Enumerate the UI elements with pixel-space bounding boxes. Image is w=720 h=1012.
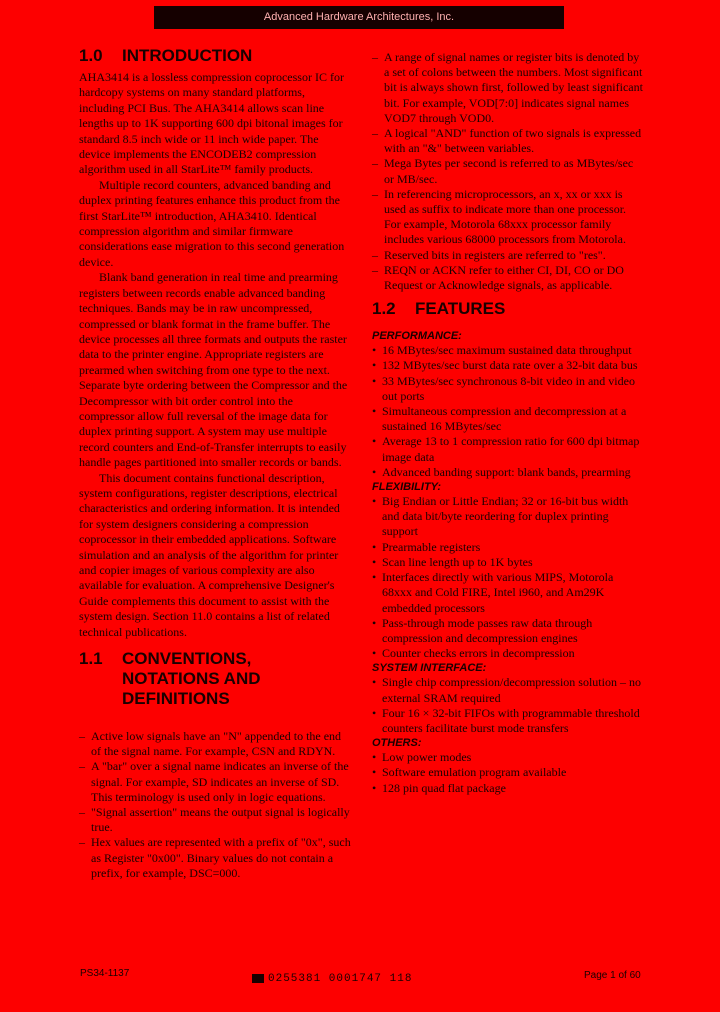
features-group-heading: SYSTEM INTERFACE: (372, 662, 487, 675)
list-item: • Pass-through mode passes raw data through compression and decompression engines (372, 616, 644, 646)
list-item: – In referencing microprocessors, an x, xx or xxx is used as suffix to indicate more than one processor. For example, Motorola 68xxx processor family includes various 68000 processors from Motorola. (372, 187, 644, 248)
intro-paragraph: Multiple record counters, advanced banding and duplex printing features enhance this product from the first StarLite™ introduction, AHA3410. Identical compression algorithm and similar firmware considerations ease migration to this second generation device. (79, 177, 345, 269)
features-group-heading: PERFORMANCE: (372, 330, 462, 343)
intro-title: INTRODUCTION (122, 46, 253, 65)
list-item: • 128 pin quad flat package (372, 781, 644, 796)
list-item: • Four 16 × 32-bit FIFOs with programmable threshold counters facilitate burst mode transfers (372, 706, 644, 736)
list-item: • 33 MBytes/sec synchronous 8-bit video in and video out ports (372, 374, 644, 404)
list-item: – A logical "AND" function of two signals is expressed with an "&" between variables. (372, 126, 644, 156)
conventions-number: 1.1 (79, 649, 103, 669)
features-number: 1.2 (372, 299, 396, 319)
conventions-list-continued (372, 50, 644, 293)
intro-paragraph: This document contains functional description, system configurations, register descriptions, electrical characteristics and ordering information. It is intended for system designers considering a compression coprocessor in their embedded applications. Software simulation and an analysis of the algorithm for printer and copier images of various complexity are also available for evaluation. A comprehensive Designer's Guide complements this document to assist with the system design. Section 11.0 contains a list of related technical publications. (79, 470, 340, 639)
features-group-heading: FLEXIBILITY: (372, 481, 442, 494)
list-item: • Big Endian or Little Endian; 32 or 16-bit bus width and data bit/byte reordering for duplex printing support (372, 494, 644, 540)
conventions-list (79, 729, 351, 881)
list-item: – Mega Bytes per second is referred to as MBytes/sec or MB/sec. (372, 156, 644, 186)
list-item: – Reserved bits in registers are referred to "res". (372, 248, 644, 263)
right-column (372, 50, 644, 796)
features-list-flexibility (372, 494, 644, 661)
features-list-system-interface (372, 675, 644, 736)
list-item: • 16 MBytes/sec maximum sustained data throughput (372, 343, 644, 358)
list-item: • Interfaces directly with various MIPS, Motorola 68xxx and Cold FIRE, Intel i960, and Am29K embedded processors (372, 570, 644, 616)
features-list-performance (372, 343, 644, 480)
list-item: – REQN or ACKN refer to either CI, DI, CO or DO Request or Acknowledge signals, as applicable. (372, 263, 644, 293)
footer-barcode (252, 973, 412, 985)
features-group-heading: OTHERS: (372, 737, 422, 750)
left-column (79, 46, 351, 881)
intro-paragraph: AHA3414 is a lossless compression coprocessor IC for hardcopy systems on many standard platforms, including PCI Bus. The AHA3414 allows scan line lengths up to 1K supporting 600 dpi bitonal images for standard 8.5 inch wide or 11 inch wide paper. The device implements the ENCODEB2 compression algorithm used in all StarLite™ family products. (79, 70, 344, 177)
list-item: • 132 MBytes/sec burst data rate over a 32-bit data bus (372, 358, 644, 373)
list-item: – Hex values are represented with a prefix of "0x", such as Register "0x00". Binary values do not contain a prefix, for example, DSC=000. (79, 835, 351, 881)
intro-heading (79, 46, 351, 66)
intro-number: 1.0 (79, 46, 103, 65)
footer-page-number: Page 1 of 60 (584, 970, 641, 981)
list-item: • Counter checks errors in decompression (372, 646, 644, 661)
barcode-block (252, 974, 264, 983)
list-item: • Scan line length up to 1K bytes (372, 555, 644, 570)
list-item: • Prearmable registers (372, 540, 644, 555)
list-item: • Advanced banding support: blank bands, prearming (372, 465, 644, 480)
list-item: • Average 13 to 1 compression ratio for 600 dpi bitmap image data (372, 434, 644, 464)
conventions-title: CONVENTIONS, NOTATIONS AND DEFINITIONS (122, 649, 261, 709)
list-item: • Software emulation program available (372, 765, 644, 780)
company-name: Advanced Hardware Architectures, Inc. (263, 11, 455, 23)
conventions-heading (79, 649, 351, 709)
header-company-bar (154, 6, 564, 29)
list-item: – Active low signals have an "N" appended to the end of the signal name. For example, CSN and RDYN. (79, 729, 351, 759)
footer-doc-code: PS34-1137 (80, 968, 130, 979)
list-item: • Low power modes (372, 750, 644, 765)
barcode-text: 0255381 0001747 118 (268, 973, 413, 985)
list-item: • Single chip compression/decompression solution – no external SRAM required (372, 675, 644, 705)
intro-paragraph: Blank band generation in real time and prearming registers between records enable advanced banding techniques. Bands may be in raw uncompressed, compressed or blank format in the frame buffer. The device processes all three formats and outputs the raster data to the printer engine. Appropriate registers are prearmed when switching from one type to the next. Separate byte ordering between the Compressor and the Decompressor with bit order control into the compressor allow full reversal of the image data for duplex printing support. A system may use multiple record counters and End-of-Transfer interrupts to easily handle pages partitioned into smaller records or bands. (79, 270, 348, 470)
list-item: – "Signal assertion" means the output signal is logically true. (79, 805, 351, 835)
features-title: FEATURES (415, 299, 506, 319)
features-heading (372, 299, 644, 319)
list-item: • Simultaneous compression and decompression at a sustained 16 MBytes/sec (372, 404, 644, 434)
features-list-others (372, 750, 644, 796)
list-item: – A range of signal names or register bits is denoted by a set of colons between the numbers. Most significant bit is always shown first, followed by least significant bit. For example, VOD[7:0] indicates signal names VOD7 through VOD0. (372, 50, 644, 126)
list-item: – A "bar" over a signal name indicates an inverse of the signal. For example, SD indicates an inverse of SD. This terminology is used only in logic equations. (79, 759, 351, 805)
